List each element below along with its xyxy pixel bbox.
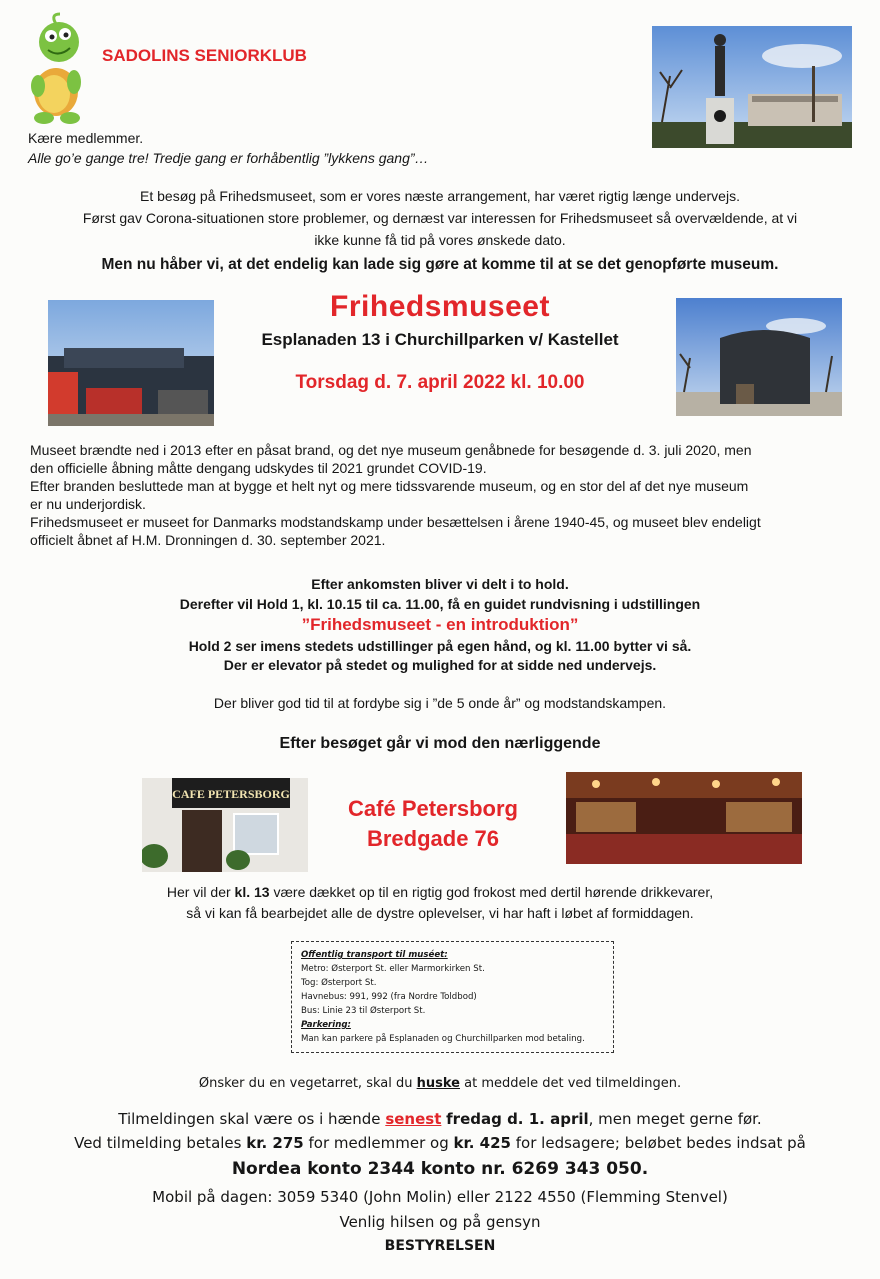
event-title: Frihedsmuseet xyxy=(330,290,550,323)
transport-box xyxy=(291,941,614,1053)
deadline-text: , men meget gerne før. xyxy=(588,1110,762,1128)
cafe-sign-text: CAFE PETERSBORG xyxy=(172,787,290,801)
transport-heading: Offentlig transport til muséet: xyxy=(301,950,448,960)
lunch-line-2: så vi kan få bearbejdet alle de dystre oplevelser, vi har haft i løbet af formiddagen. xyxy=(186,905,694,921)
program-line-5: Der bliver god tid til at fordybe sig i ”de 5 onde år” og modstandskampen. xyxy=(213,695,667,711)
veg-text: at meddele det ved tilmeldingen. xyxy=(464,1076,682,1091)
history-line: Efter branden besluttede man at bygge et helt nyt og mere tidssvarende museum, og en stor del af det nye museum xyxy=(30,478,749,494)
program-line-2: Derefter vil Hold 1, kl. 10.15 til ca. 11.00, få en guidet rundvisning i udstillingen xyxy=(179,596,701,612)
history-line: officielt åbnet af H.M. Dronningen d. 30. september 2021. xyxy=(30,532,386,548)
veg-emphasis: huske xyxy=(416,1076,460,1091)
club-name: SADOLINS SENIORKLUB xyxy=(102,46,307,65)
regards: Venlig hilsen og på gensyn xyxy=(339,1213,541,1231)
intro-line-1: Et besøg på Frihedsmuseet, som er vores næste arrangement, har været rigtig længe undervejs. xyxy=(140,188,740,204)
intro-line-2: Først gav Corona-situationen store problemer, og dernæst var interessen for Frihedsmuseet så overvældende, at vi xyxy=(82,210,798,226)
member-price: kr. 275 xyxy=(246,1134,304,1152)
cafe-exterior-photo xyxy=(142,778,308,872)
after-visit: Efter besøget går vi mod den nærliggende xyxy=(279,735,601,752)
lunch-text: Her vil der xyxy=(166,884,231,900)
turtle-mascot-icon xyxy=(26,12,88,126)
event-date: Torsdag d. 7. april 2022 kl. 10.00 xyxy=(295,372,585,393)
cafe-interior-photo xyxy=(566,772,802,864)
greeting: Kære medlemmer. xyxy=(28,130,144,146)
parking-text: Man kan parkere på Esplanaden og Churchillparken mod betaling. xyxy=(301,1034,585,1044)
deadline-line xyxy=(0,1110,880,1128)
deadline-emphasis: senest xyxy=(385,1110,442,1128)
intro-bold-line: Men nu håber vi, at det endelig kan lade sig gøre at komme til at se det genopførte museum. xyxy=(101,256,779,273)
history-text xyxy=(30,441,860,549)
history-line: er nu underjordisk. xyxy=(30,496,146,512)
cafe-address: Bredgade 76 xyxy=(366,826,500,851)
lunch-time: kl. 13 xyxy=(234,884,270,900)
mobile-line: Mobil på dagen: 3059 5340 (John Molin) eller 2122 4550 (Flemming Stenvel) xyxy=(152,1188,728,1206)
vegetarian-note xyxy=(0,1076,880,1091)
guest-price: kr. 425 xyxy=(453,1134,511,1152)
statue-photo xyxy=(652,26,852,148)
history-line: den officielle åbning måtte dengang udskydes til 2021 grundet COVID-19. xyxy=(30,460,487,476)
account-number: Nordea konto 2344 konto nr. 6269 343 050. xyxy=(231,1159,649,1179)
payment-line xyxy=(0,1134,880,1152)
transport-train: Tog: Østerport St. xyxy=(301,978,377,988)
program-line-4: Der er elevator på stedet og mulighed for at sidde ned undervejs. xyxy=(223,657,657,673)
deadline-text: Tilmeldingen skal være os i hænde xyxy=(118,1110,381,1128)
parking-heading: Parkering: xyxy=(301,1020,351,1030)
deadline-date: fredag d. 1. april xyxy=(446,1110,589,1128)
signature: BESTYRELSEN xyxy=(384,1238,496,1254)
veg-text: Ønsker du en vegetarret, skal du xyxy=(198,1076,413,1091)
lunch-text: være dækket op til en rigtig god frokost med dertil hørende drikkevarer, xyxy=(273,884,714,900)
program-line-1: Efter ankomsten bliver vi delt i to hold. xyxy=(311,576,569,592)
transport-metro: Metro: Østerport St. eller Marmorkirken St. xyxy=(301,964,485,974)
lunch-line-1 xyxy=(0,884,880,900)
program-line-3: Hold 2 ser imens stedets udstillinger på egen hånd, og kl. 11.00 bytter vi så. xyxy=(188,638,692,654)
payment-text: for medlemmer og xyxy=(308,1134,449,1152)
tour-title: ”Frihedsmuseet - en introduktion” xyxy=(301,615,579,634)
history-line: Museet brændte ned i 2013 efter en påsat brand, og det nye museum genåbnede for besøgende d. 3. juli 2020, men xyxy=(30,442,752,458)
payment-text: Ved tilmelding betales xyxy=(74,1134,242,1152)
history-line: Frihedsmuseet er museet for Danmarks modstandskamp under besættelsen i årene 1940-45, og museet blev endeligt xyxy=(30,514,761,530)
cafe-name: Café Petersborg xyxy=(348,796,518,821)
intro-line-3: ikke kunne få tid på vores ønskede dato. xyxy=(314,232,566,248)
transport-bus: Bus: Linie 23 til Østerport St. xyxy=(301,1006,426,1016)
tagline: Alle go’e gange tre! Tredje gang er forhåbentlig ”lykkens gang”… xyxy=(28,150,429,166)
transport-harbour-bus: Havnebus: 991, 992 (fra Nordre Toldbod) xyxy=(301,992,477,1002)
payment-text: for ledsagere; beløbet bedes indsat på xyxy=(515,1134,806,1152)
event-address: Esplanaden 13 i Churchillparken v/ Kastellet xyxy=(261,330,619,349)
